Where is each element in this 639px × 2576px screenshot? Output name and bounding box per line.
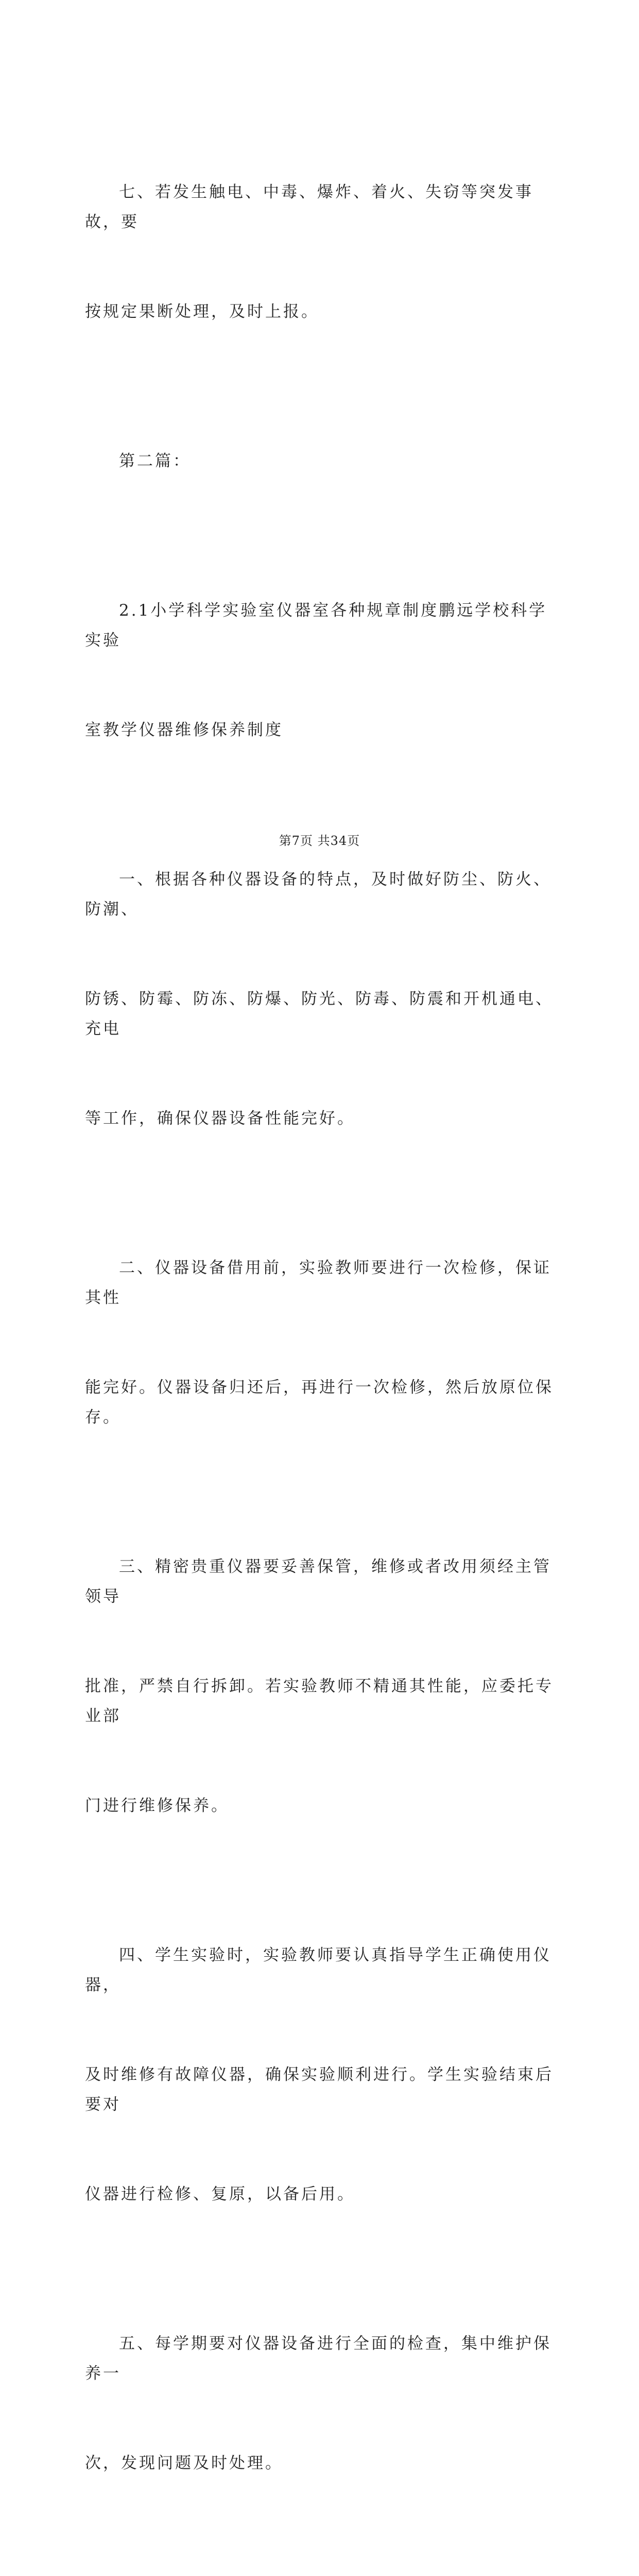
paragraph-rule-four xyxy=(85,1880,564,2269)
paragraph-line: 一、根据各种仪器设备的特点，及时做好防尘、防火、防潮、 xyxy=(85,870,551,919)
paragraph-line: 七、若发生触电、中毒、爆炸、着火、失窃等突发事故，要 xyxy=(85,183,533,231)
paragraph-line: 按规定果断处理，及时上报。 xyxy=(85,302,319,321)
paragraph-line: 第二篇： xyxy=(119,452,191,470)
section-title-maintenance xyxy=(85,536,564,805)
paragraph-line: 三、精密贵重仪器要妥善保管，维修或者改用须经主管领导 xyxy=(85,1557,551,1606)
paragraph-line: 次，发现问题及时处理。 xyxy=(85,2454,283,2472)
paragraph-accident-rule xyxy=(85,117,564,386)
paragraph-line: 等工作，确保仪器设备性能完好。 xyxy=(85,1109,355,1128)
paragraph-line: 及时维修有故障仪器，确保实验顺利进行。学生实验结束后要对 xyxy=(85,2065,554,2114)
paragraph-line: 批准，严禁自行拆卸。若实验教师不精通其性能，应委托专业部 xyxy=(85,1677,554,1725)
paragraph-rule-one xyxy=(85,805,564,1193)
paragraph-line: 防锈、防霉、防冻、防爆、防光、防毒、防震和开机通电、充电 xyxy=(85,990,554,1038)
paragraph-line: 能完好。仪器设备归还后，再进行一次检修，然后放原位保存。 xyxy=(85,1378,554,1427)
paragraph-rule-two xyxy=(85,1193,564,1492)
document-body xyxy=(85,117,564,2576)
paragraph-line: 四、学生实验时，实验教师要认真指导学生正确使用仪器， xyxy=(85,1946,551,1994)
paragraph-rule-three xyxy=(85,1492,564,1880)
paragraph-line: 二、仪器设备借用前，实验教师要进行一次检修，保证其性 xyxy=(85,1259,551,1307)
paragraph-line: 门进行维修保养。 xyxy=(85,1797,229,1815)
paragraph-rule-five xyxy=(85,2269,564,2538)
paragraph-line: 仪器进行检修、复原，以备后用。 xyxy=(85,2185,355,2204)
section-heading-part-two xyxy=(85,386,564,536)
paragraph-line: 2.1小学科学实验室仪器室各种规章制度鹏远学校科学实验 xyxy=(85,601,547,650)
paragraph-line: 五、每学期要对仪器设备进行全面的检查，集中维护保养一 xyxy=(85,2334,551,2383)
page-number-footer: 第7页 共34页 xyxy=(279,834,360,848)
paragraph-line: 室教学仪器维修保养制度 xyxy=(85,721,283,739)
section-title-lab-rules xyxy=(85,2538,564,2576)
